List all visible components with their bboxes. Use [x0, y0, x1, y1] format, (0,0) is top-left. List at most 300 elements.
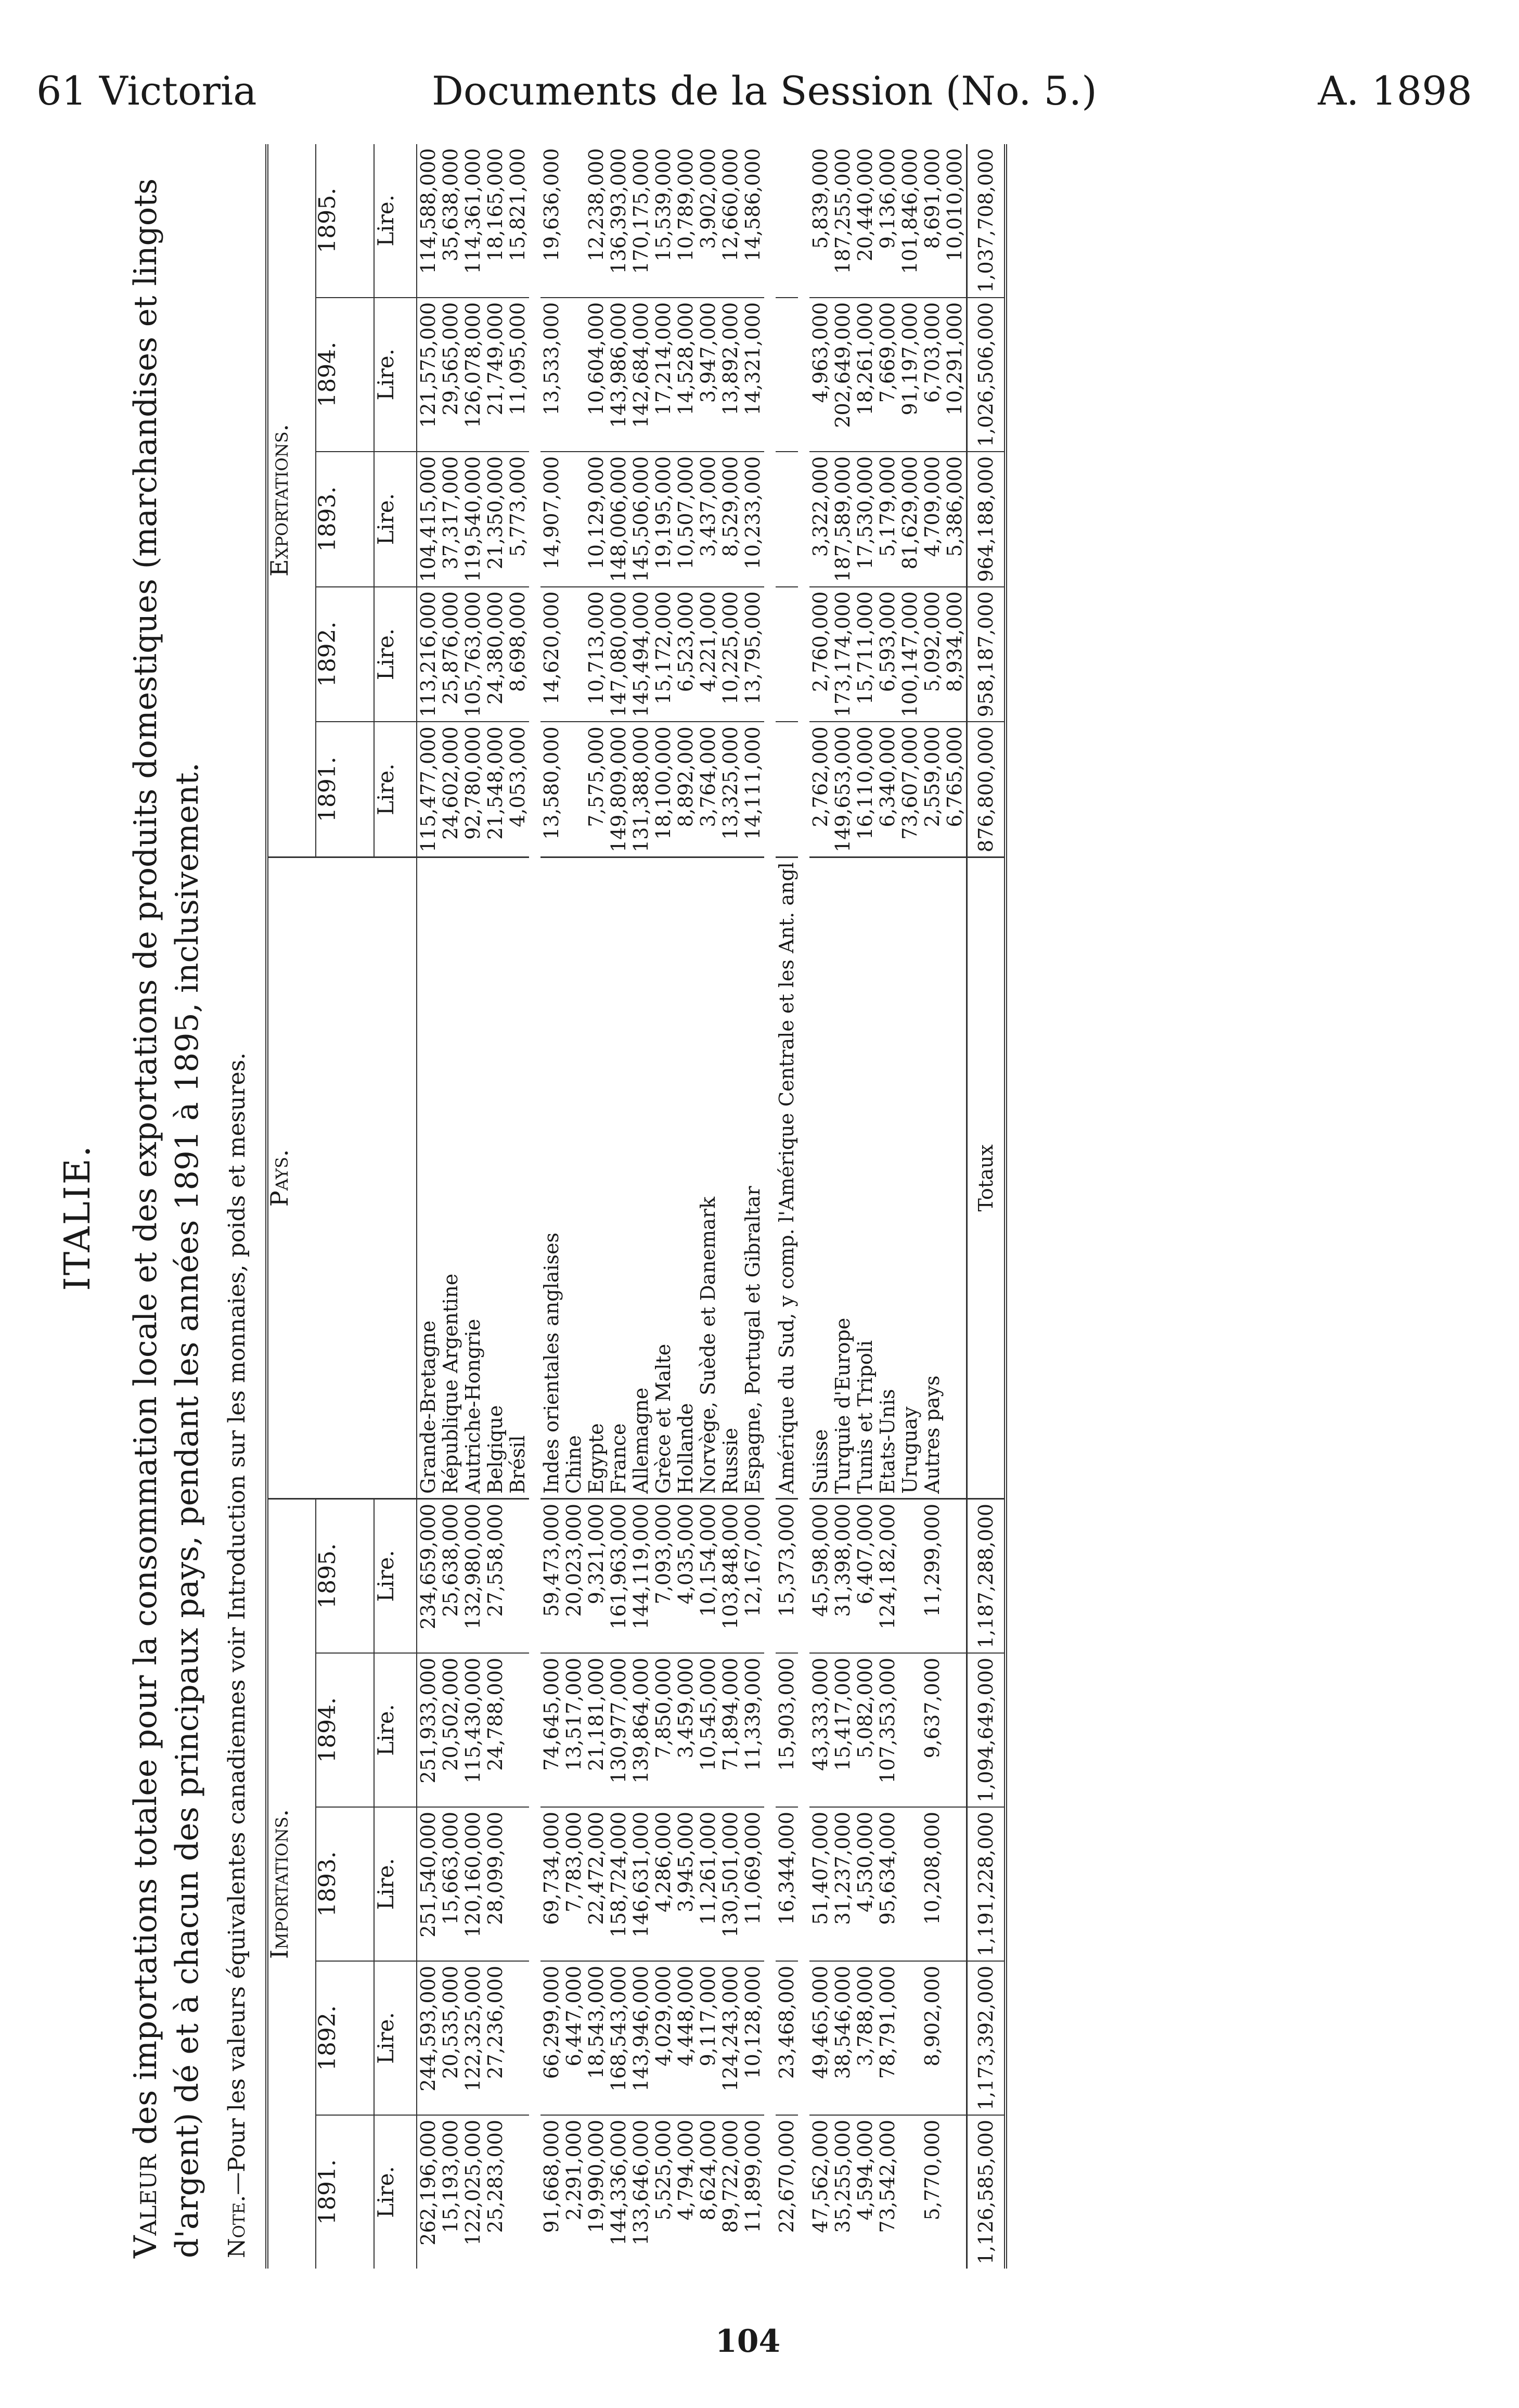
import-value: 10,128,000 — [742, 1961, 764, 2115]
export-value: 15,172,000 — [652, 587, 675, 722]
import-value: 8,624,000 — [697, 2119, 719, 2221]
page-number: 104 — [715, 2323, 781, 2360]
import-value — [899, 1498, 921, 1653]
export-value — [563, 587, 585, 722]
export-value: 143,986,000 — [608, 298, 630, 452]
export-value — [776, 587, 798, 722]
import-value: 262,196,000 — [417, 2119, 440, 2246]
export-value: 10,604,000 — [585, 298, 608, 452]
import-value — [944, 1498, 967, 1653]
import-value — [944, 1961, 967, 2115]
import-value: 251,540,000 — [417, 1807, 440, 1961]
export-value: 100,147,000 — [899, 587, 921, 722]
import-value — [507, 1807, 529, 1961]
export-total: 876,800,000 — [967, 722, 1006, 857]
export-value: 5,092,000 — [921, 587, 944, 722]
import-value: 130,501,000 — [719, 1807, 742, 1961]
country-name — [944, 857, 967, 1499]
imp-unit-header: Lire. — [374, 1498, 417, 1653]
export-value: 104,415,000 — [417, 452, 440, 587]
note-text: —Pour les valeurs équivalentes canadiennes voir Introduction sur les monnaies, poids et mesures. — [224, 1052, 250, 2195]
import-value — [899, 1653, 921, 1807]
import-value: 107,353,000 — [877, 1653, 899, 1807]
import-value: 10,208,000 — [921, 1807, 944, 1961]
export-value: 4,221,000 — [697, 587, 719, 722]
import-value: 71,894,000 — [719, 1653, 742, 1807]
imp-unit-header: Lire. — [374, 1961, 417, 2115]
export-value: 17,530,000 — [854, 452, 877, 587]
import-value: 7,093,000 — [652, 1498, 675, 1653]
import-value: 122,025,000 — [461, 2119, 484, 2246]
country-name: Autres pays — [921, 857, 944, 1499]
export-value — [563, 722, 585, 857]
import-value: 69,734,000 — [540, 1807, 563, 1961]
export-value — [776, 722, 798, 857]
import-value: 66,299,000 — [540, 1961, 563, 2115]
import-value: 122,325,000 — [462, 1961, 484, 2115]
export-value: 19,636,000 — [540, 144, 563, 298]
import-value: 59,473,000 — [540, 1498, 563, 1653]
export-value: 10,225,000 — [719, 587, 742, 722]
export-value — [563, 452, 585, 587]
import-value: 23,468,000 — [776, 1961, 798, 2115]
import-value: 10,154,000 — [697, 1498, 719, 1653]
import-value: 25,283,000 — [484, 2119, 507, 2233]
exp-unit-header: Lire. — [374, 722, 417, 857]
import-value: 6,447,000 — [563, 1961, 585, 2115]
export-value: 6,593,000 — [877, 587, 899, 722]
import-value: 27,558,000 — [484, 1498, 507, 1653]
row-spacer — [764, 144, 776, 2269]
imp-unit-header: Lire. — [374, 2115, 417, 2269]
import-value: 234,659,000 — [417, 1498, 440, 1653]
export-value: 13,580,000 — [540, 726, 563, 840]
export-value: 202,649,000 — [832, 298, 854, 452]
import-total: 1,173,392,000 — [967, 1961, 1006, 2115]
import-value: 144,119,000 — [630, 1498, 652, 1653]
import-value: 31,237,000 — [832, 1807, 854, 1961]
export-value: 18,261,000 — [854, 298, 877, 452]
import-value: 133,646,000 — [629, 2119, 652, 2246]
export-value: 8,529,000 — [719, 452, 742, 587]
import-value — [899, 2115, 921, 2269]
import-value: 4,530,000 — [854, 1807, 877, 1961]
export-value: 3,322,000 — [809, 452, 832, 587]
import-value: 132,980,000 — [462, 1498, 484, 1653]
import-value: 7,783,000 — [563, 1807, 585, 1961]
export-value: 10,010,000 — [944, 144, 967, 298]
export-value: 8,691,000 — [921, 144, 944, 298]
import-value: 20,502,000 — [440, 1653, 462, 1807]
imp-year-header: 1891. — [316, 2115, 374, 2269]
export-value: 2,559,000 — [921, 726, 944, 827]
export-value: 6,340,000 — [876, 726, 899, 827]
export-value: 119,540,000 — [462, 452, 484, 587]
import-value: 244,593,000 — [417, 1961, 440, 2115]
export-value: 142,684,000 — [630, 298, 652, 452]
table-row — [877, 144, 899, 2269]
country-name: République Argentine — [440, 857, 462, 1499]
header-left: 61 Victoria — [36, 68, 257, 114]
country-name: France — [608, 857, 630, 1499]
import-value: 11,069,000 — [742, 1807, 764, 1961]
export-value: 2,762,000 — [809, 726, 832, 827]
import-value: 2,291,000 — [562, 2119, 585, 2221]
import-value: 146,631,000 — [630, 1807, 652, 1961]
export-value: 3,437,000 — [697, 452, 719, 587]
import-value: 5,082,000 — [854, 1653, 877, 1807]
country-name: Tunis et Tripoli — [854, 857, 877, 1499]
import-value: 15,417,000 — [832, 1653, 854, 1807]
import-value: 5,525,000 — [652, 2119, 675, 2221]
spacer-cell — [764, 144, 776, 2269]
import-value: 124,243,000 — [719, 1961, 742, 2115]
import-value: 47,562,000 — [809, 2119, 832, 2233]
table-row — [563, 144, 585, 2269]
import-value: 38,546,000 — [832, 1961, 854, 2115]
export-value: 187,255,000 — [832, 144, 854, 298]
export-value: 10,713,000 — [585, 587, 608, 722]
export-value: 14,620,000 — [540, 587, 563, 722]
export-value: 24,380,000 — [484, 587, 507, 722]
country-name: Russie — [719, 857, 742, 1499]
export-value: 19,195,000 — [652, 452, 675, 587]
export-value: 145,494,000 — [630, 587, 652, 722]
import-value: 20,535,000 — [440, 1961, 462, 2115]
import-value: 144,336,000 — [607, 2119, 630, 2246]
table-row — [675, 144, 697, 2269]
table-row — [742, 144, 764, 2269]
export-value: 10,129,000 — [585, 452, 608, 587]
import-value: 9,117,000 — [697, 1961, 719, 2115]
import-value: 49,465,000 — [809, 1961, 832, 2115]
export-value: 21,350,000 — [484, 452, 507, 587]
import-value: 115,430,000 — [462, 1653, 484, 1807]
export-value: 35,638,000 — [440, 144, 462, 298]
export-value: 115,477,000 — [417, 726, 440, 853]
trade-table — [265, 144, 1007, 2269]
export-value: 3,902,000 — [697, 144, 719, 298]
export-value: 145,506,000 — [630, 452, 652, 587]
import-value: 6,407,000 — [854, 1498, 877, 1653]
import-value: 5,770,000 — [921, 2119, 944, 2221]
import-value: 168,543,000 — [608, 1961, 630, 2115]
export-value: 12,660,000 — [719, 144, 742, 298]
import-value: 15,903,000 — [776, 1653, 798, 1807]
export-value: 29,565,000 — [440, 298, 462, 452]
export-value: 3,947,000 — [697, 298, 719, 452]
table-row — [809, 144, 832, 2269]
table-subtitle — [125, 177, 208, 2258]
export-value: 20,440,000 — [854, 144, 877, 298]
table-row — [540, 144, 563, 2269]
export-value: 173,174,000 — [832, 587, 854, 722]
table-row — [417, 144, 440, 2269]
country-name: Etats-Unis — [877, 857, 899, 1499]
table-row — [440, 144, 462, 2269]
import-value: 15,663,000 — [440, 1807, 462, 1961]
export-value — [776, 452, 798, 587]
export-total: 964,188,000 — [967, 452, 1006, 587]
table-note — [224, 177, 250, 2258]
import-value: 73,542,000 — [876, 2119, 899, 2233]
export-value: 25,876,000 — [440, 587, 462, 722]
table-row — [832, 144, 854, 2269]
export-value — [776, 144, 798, 298]
imp-unit-header: Lire. — [374, 1653, 417, 1807]
import-value: 103,848,000 — [719, 1498, 742, 1653]
export-value: 13,325,000 — [719, 726, 742, 840]
export-value: 81,629,000 — [899, 452, 921, 587]
note-prefix: Note. — [224, 2195, 250, 2258]
export-value: 14,111,000 — [741, 726, 764, 840]
export-value: 114,361,000 — [462, 144, 484, 298]
export-value: 13,533,000 — [540, 298, 563, 452]
export-value: 136,393,000 — [608, 144, 630, 298]
table-row — [608, 144, 630, 2269]
import-value: 95,634,000 — [877, 1807, 899, 1961]
exp-unit-header: Lire. — [374, 298, 417, 452]
import-value: 15,193,000 — [439, 2119, 462, 2233]
export-value: 114,588,000 — [417, 144, 440, 298]
country-name: Turquie d'Europe — [832, 857, 854, 1499]
header-center: Documents de la Session (No. 5.) — [432, 68, 1097, 114]
export-value: 121,575,000 — [417, 298, 440, 452]
import-value: 10,545,000 — [697, 1653, 719, 1807]
export-value: 10,233,000 — [742, 452, 764, 587]
export-value: 91,197,000 — [899, 298, 921, 452]
export-value: 14,907,000 — [540, 452, 563, 587]
export-value: 24,602,000 — [439, 726, 462, 840]
import-value — [944, 2115, 967, 2269]
export-total: 1,037,708,000 — [967, 144, 1006, 298]
export-value: 10,507,000 — [675, 452, 697, 587]
export-value: 170,175,000 — [630, 144, 652, 298]
import-value: 4,029,000 — [652, 1961, 675, 2115]
export-value: 10,789,000 — [675, 144, 697, 298]
row-spacer — [798, 144, 809, 2269]
header-right: A. 1898 — [1318, 68, 1472, 114]
import-value: 91,668,000 — [540, 2119, 563, 2233]
import-value: 161,963,000 — [608, 1498, 630, 1653]
row-spacer — [529, 144, 540, 2269]
import-value: 27,236,000 — [484, 1961, 507, 2115]
import-value: 13,517,000 — [563, 1653, 585, 1807]
import-total: 1,126,585,000 — [967, 2115, 1006, 2269]
country-name: Suisse — [809, 857, 832, 1499]
import-value — [507, 2115, 529, 2269]
exp-unit-header: Lire. — [374, 587, 417, 722]
export-value: 148,006,000 — [608, 452, 630, 587]
table-row — [944, 144, 967, 2269]
import-value: 12,167,000 — [742, 1498, 764, 1653]
import-value: 89,722,000 — [719, 2119, 742, 2233]
export-value: 126,078,000 — [462, 298, 484, 452]
export-value: 11,095,000 — [507, 298, 529, 452]
table-row — [652, 144, 675, 2269]
import-value: 7,850,000 — [652, 1653, 675, 1807]
import-value: 139,864,000 — [630, 1653, 652, 1807]
imp-year-header: 1893. — [316, 1807, 374, 1961]
export-value: 8,892,000 — [674, 726, 697, 827]
country-name: Norvège, Suède et Danemark — [697, 857, 719, 1499]
country-name: Egypte — [585, 857, 608, 1499]
export-value: 5,386,000 — [944, 452, 967, 587]
importations-header: Importations. — [267, 1498, 316, 2269]
country-name: Grèce et Malte — [652, 857, 675, 1499]
import-value: 120,160,000 — [462, 1807, 484, 1961]
country-name: Espagne, Portugal et Gibraltar — [742, 857, 764, 1499]
table-row — [484, 144, 507, 2269]
exp-unit-header: Lire. — [374, 144, 417, 298]
imp-year-header: 1894. — [316, 1653, 374, 1807]
table-row — [507, 144, 529, 2269]
import-value — [507, 1653, 529, 1807]
import-value — [899, 1807, 921, 1961]
export-value: 10,291,000 — [944, 298, 967, 452]
export-value: 37,317,000 — [440, 452, 462, 587]
import-value: 11,299,000 — [921, 1498, 944, 1653]
export-value: 6,523,000 — [675, 587, 697, 722]
import-value: 20,023,000 — [563, 1498, 585, 1653]
totals-label: Totaux — [967, 857, 1006, 1499]
export-value: 5,179,000 — [877, 452, 899, 587]
export-value: 149,653,000 — [831, 726, 854, 853]
export-value — [563, 144, 585, 298]
import-value: 22,670,000 — [775, 2119, 798, 2233]
export-value: 7,575,000 — [585, 726, 608, 827]
country-name: Indes orientales anglaises — [540, 857, 563, 1499]
export-value: 73,607,000 — [898, 726, 921, 840]
import-value: 21,181,000 — [585, 1653, 608, 1807]
import-value: 16,344,000 — [776, 1807, 798, 1961]
country-name: Allemagne — [630, 857, 652, 1499]
exp-unit-header: Lire. — [374, 452, 417, 587]
export-value: 4,053,000 — [506, 726, 529, 827]
import-value — [944, 1653, 967, 1807]
import-value: 15,373,000 — [776, 1498, 798, 1653]
subtitle-text: des importations totalee pour la consommation locale et des exportations de produits domestiques (marchandises et lingots d'argent) dé et à chacun des principaux pays, pendant les années 1891 à 1895, inclusivement. — [127, 178, 205, 2258]
export-total: 1,026,506,000 — [967, 298, 1006, 452]
country-name: Brésil — [507, 857, 529, 1499]
import-value: 35,255,000 — [831, 2119, 854, 2233]
import-total: 1,191,228,000 — [967, 1807, 1006, 1961]
export-value: 101,846,000 — [899, 144, 921, 298]
export-value: 21,749,000 — [484, 298, 507, 452]
export-total: 958,187,000 — [967, 587, 1006, 722]
export-value: 17,214,000 — [652, 298, 675, 452]
table-row — [585, 144, 608, 2269]
export-value: 12,238,000 — [585, 144, 608, 298]
import-value: 78,791,000 — [877, 1961, 899, 2115]
exp-year-header: 1892. — [316, 587, 374, 722]
export-value: 147,080,000 — [608, 587, 630, 722]
table-row — [630, 144, 652, 2269]
rotated-table-page — [47, 125, 1451, 2310]
import-value: 4,035,000 — [675, 1498, 697, 1653]
import-value: 3,459,000 — [675, 1653, 697, 1807]
export-value: 3,764,000 — [697, 726, 719, 827]
exp-year-header: 1893. — [316, 452, 374, 587]
export-value: 7,669,000 — [877, 298, 899, 452]
exp-year-header: 1894. — [316, 298, 374, 452]
import-value: 3,788,000 — [854, 1961, 877, 2115]
import-value: 11,899,000 — [741, 2119, 764, 2233]
country-name: Grande-Bretagne — [417, 857, 440, 1499]
spacer-cell — [798, 144, 809, 2269]
pays-header: Pays. — [267, 857, 417, 1499]
import-value: 22,472,000 — [585, 1807, 608, 1961]
country-name: Chine — [563, 857, 585, 1499]
import-value: 51,407,000 — [809, 1807, 832, 1961]
export-value: 8,698,000 — [507, 587, 529, 722]
export-value: 21,548,000 — [484, 726, 507, 840]
import-value: 143,946,000 — [630, 1961, 652, 2115]
exp-year-header: 1895. — [316, 144, 374, 298]
export-value — [563, 298, 585, 452]
import-value: 28,099,000 — [484, 1807, 507, 1961]
export-value: 16,110,000 — [854, 726, 877, 840]
table-row — [899, 144, 921, 2269]
import-value — [899, 1961, 921, 2115]
import-value: 45,598,000 — [809, 1498, 832, 1653]
import-value: 4,794,000 — [674, 2119, 697, 2221]
import-value: 11,339,000 — [742, 1653, 764, 1807]
export-value: 92,780,000 — [461, 726, 484, 840]
import-value: 24,788,000 — [484, 1653, 507, 1807]
import-value — [944, 1807, 967, 1961]
export-value: 6,765,000 — [943, 726, 966, 827]
export-value: 149,809,000 — [607, 726, 630, 853]
import-value: 158,724,000 — [608, 1807, 630, 1961]
import-value: 25,638,000 — [440, 1498, 462, 1653]
country-name: Autriche-Hongrie — [462, 857, 484, 1499]
export-value: 18,100,000 — [652, 726, 675, 840]
export-value: 14,528,000 — [675, 298, 697, 452]
table-row — [462, 144, 484, 2269]
export-value: 2,760,000 — [809, 587, 832, 722]
export-value: 13,795,000 — [742, 587, 764, 722]
export-value: 5,773,000 — [507, 452, 529, 587]
table-row — [697, 144, 719, 2269]
table-row — [854, 144, 877, 2269]
import-value: 8,902,000 — [921, 1961, 944, 2115]
table-row — [719, 144, 742, 2269]
exportations-header: Exportations. — [267, 144, 316, 857]
export-value: 131,388,000 — [629, 726, 652, 853]
import-value: 3,945,000 — [675, 1807, 697, 1961]
subtitle-prefix: Valeur — [127, 2154, 164, 2258]
import-value: 130,977,000 — [608, 1653, 630, 1807]
export-value: 9,136,000 — [877, 144, 899, 298]
imp-unit-header: Lire. — [374, 1807, 417, 1961]
export-value: 13,892,000 — [719, 298, 742, 452]
exp-year-header: 1891. — [316, 722, 374, 857]
import-value: 31,398,000 — [832, 1498, 854, 1653]
country-name: Hollande — [675, 857, 697, 1499]
export-value: 15,821,000 — [507, 144, 529, 298]
export-value: 18,165,000 — [484, 144, 507, 298]
export-value: 6,703,000 — [921, 298, 944, 452]
import-value — [507, 1498, 529, 1653]
export-value: 15,539,000 — [652, 144, 675, 298]
import-total: 1,187,288,000 — [967, 1498, 1006, 1653]
export-value: 15,711,000 — [854, 587, 877, 722]
import-value: 4,448,000 — [675, 1961, 697, 2115]
import-value: 9,321,000 — [585, 1498, 608, 1653]
imp-year-header: 1892. — [316, 1961, 374, 2115]
import-value: 4,286,000 — [652, 1807, 675, 1961]
